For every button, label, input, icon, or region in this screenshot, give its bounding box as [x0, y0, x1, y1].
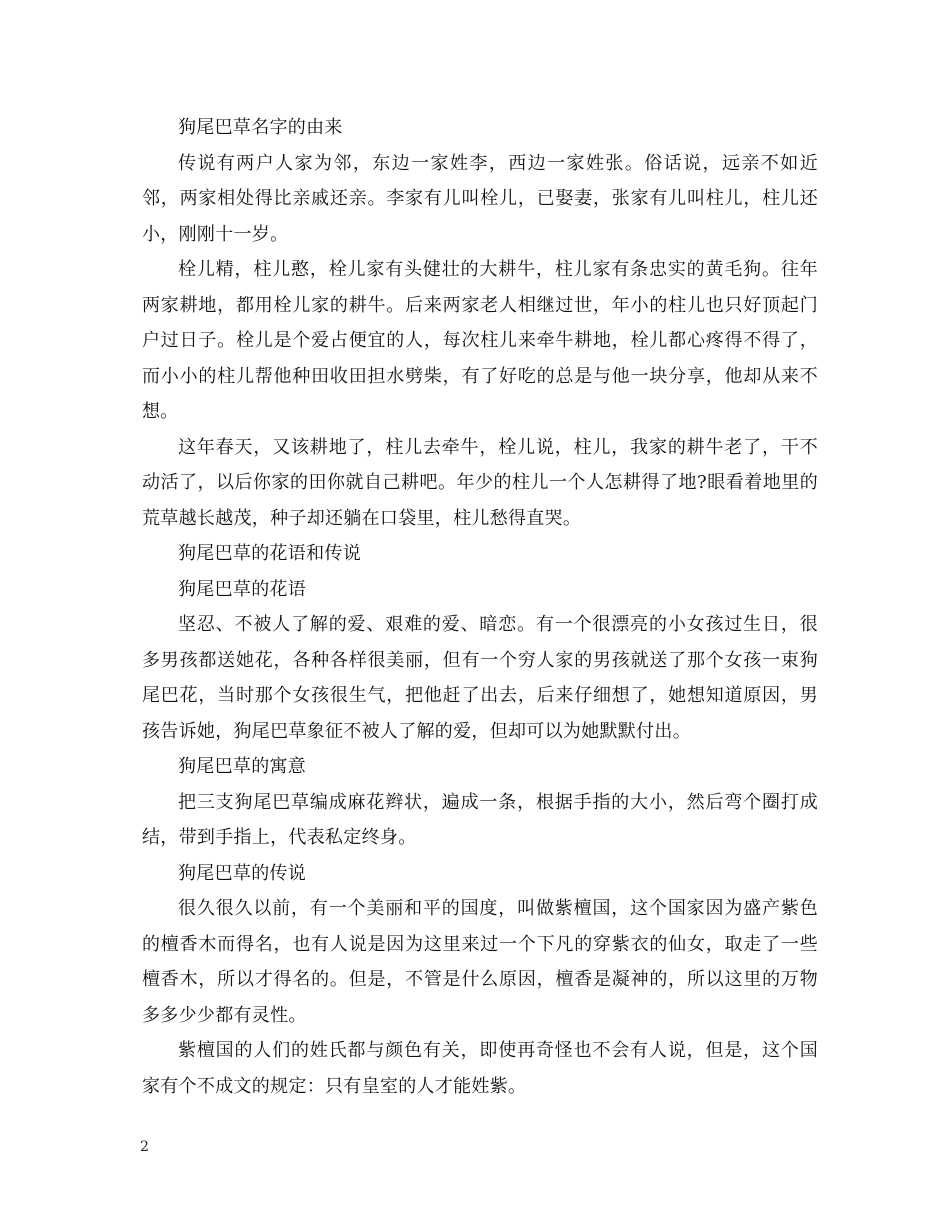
paragraph-spring-plowing: 这年春天，又该耕地了，柱儿去牵牛，栓儿说，柱儿，我家的耕牛老了，干不动活了，以后你家的田你就自己耕吧。年少的柱儿一个人怎耕得了地?眼看着地里的荒草越长越茂，种子却还躺在口袋里，柱儿愁得直哭。 — [142, 436, 818, 529]
page-content — [142, 110, 818, 1104]
heading-meaning: 狗尾巴草的寓意 — [178, 756, 307, 777]
page-number: 2 — [140, 1139, 149, 1155]
paragraph-meaning: 把三支狗尾巴草编成麻花辫状，遍成一条，根据手指的大小，然后弯个圈打成结，带到手指上，代表私定终身。 — [142, 791, 818, 848]
heading-flower-language-legend: 狗尾巴草的花语和传说 — [178, 543, 361, 564]
paragraph-surnames: 紫檀国的人们的姓氏都与颜色有关，即使再奇怪也不会有人说，但是，这个国家有个不成文的规定：只有皇室的人才能姓紫。 — [142, 1040, 818, 1097]
heading-name-origin: 狗尾巴草名字的由来 — [178, 117, 343, 138]
paragraph-shuaner-zhuer: 栓儿精，柱儿憨，栓儿家有头健壮的大耕牛，柱儿家有条忠实的黄毛狗。往年两家耕地，都用栓儿家的耕牛。后来两家老人相继过世，年小的柱儿也只好顶起门户过日子。栓儿是个爱占便宜的人，每次柱儿来牵牛耕地，栓儿都心疼得不得了，而小小的柱儿帮他种田收田担水劈柴，有了好吃的总是与他一块分享，他却从来不想。 — [142, 259, 818, 422]
heading-legend: 狗尾巴草的传说 — [178, 862, 307, 884]
paragraph-zitan-country: 很久很久以前，有一个美丽和平的国度，叫做紫檀国，这个国家因为盛产紫色的檀香木而得名，也有人说是因为这里来过一个下凡的穿紫衣的仙女，取走了一些檀香木，所以才得名的。但是，不管是什么原因，檀香是凝神的，所以这里的万物多多少少都有灵性。 — [142, 898, 818, 1026]
paragraph-flower-language: 坚忍、不被人了解的爱、艰难的爱、暗恋。有一个很漂亮的小女孩过生日，很多男孩都送她花，各种各样很美丽，但有一个穷人家的男孩就送了那个女孩一束狗尾巴花，当时那个女孩很生气，把他赶了出去，后来仔细想了，她想知道原因，男孩告诉她，狗尾巴草象征不被人了解的爱，但却可以为她默默付出。 — [142, 614, 818, 742]
heading-flower-language: 狗尾巴草的花语 — [178, 578, 307, 600]
paragraph-neighbors: 传说有两户人家为邻，东边一家姓李，西边一家姓张。俗话说，远亲不如近邻，两家相处得比亲戚还亲。李家有儿叫栓儿，已娶妻，张家有儿叫柱儿，柱儿还小，刚刚十一岁。 — [142, 152, 818, 245]
